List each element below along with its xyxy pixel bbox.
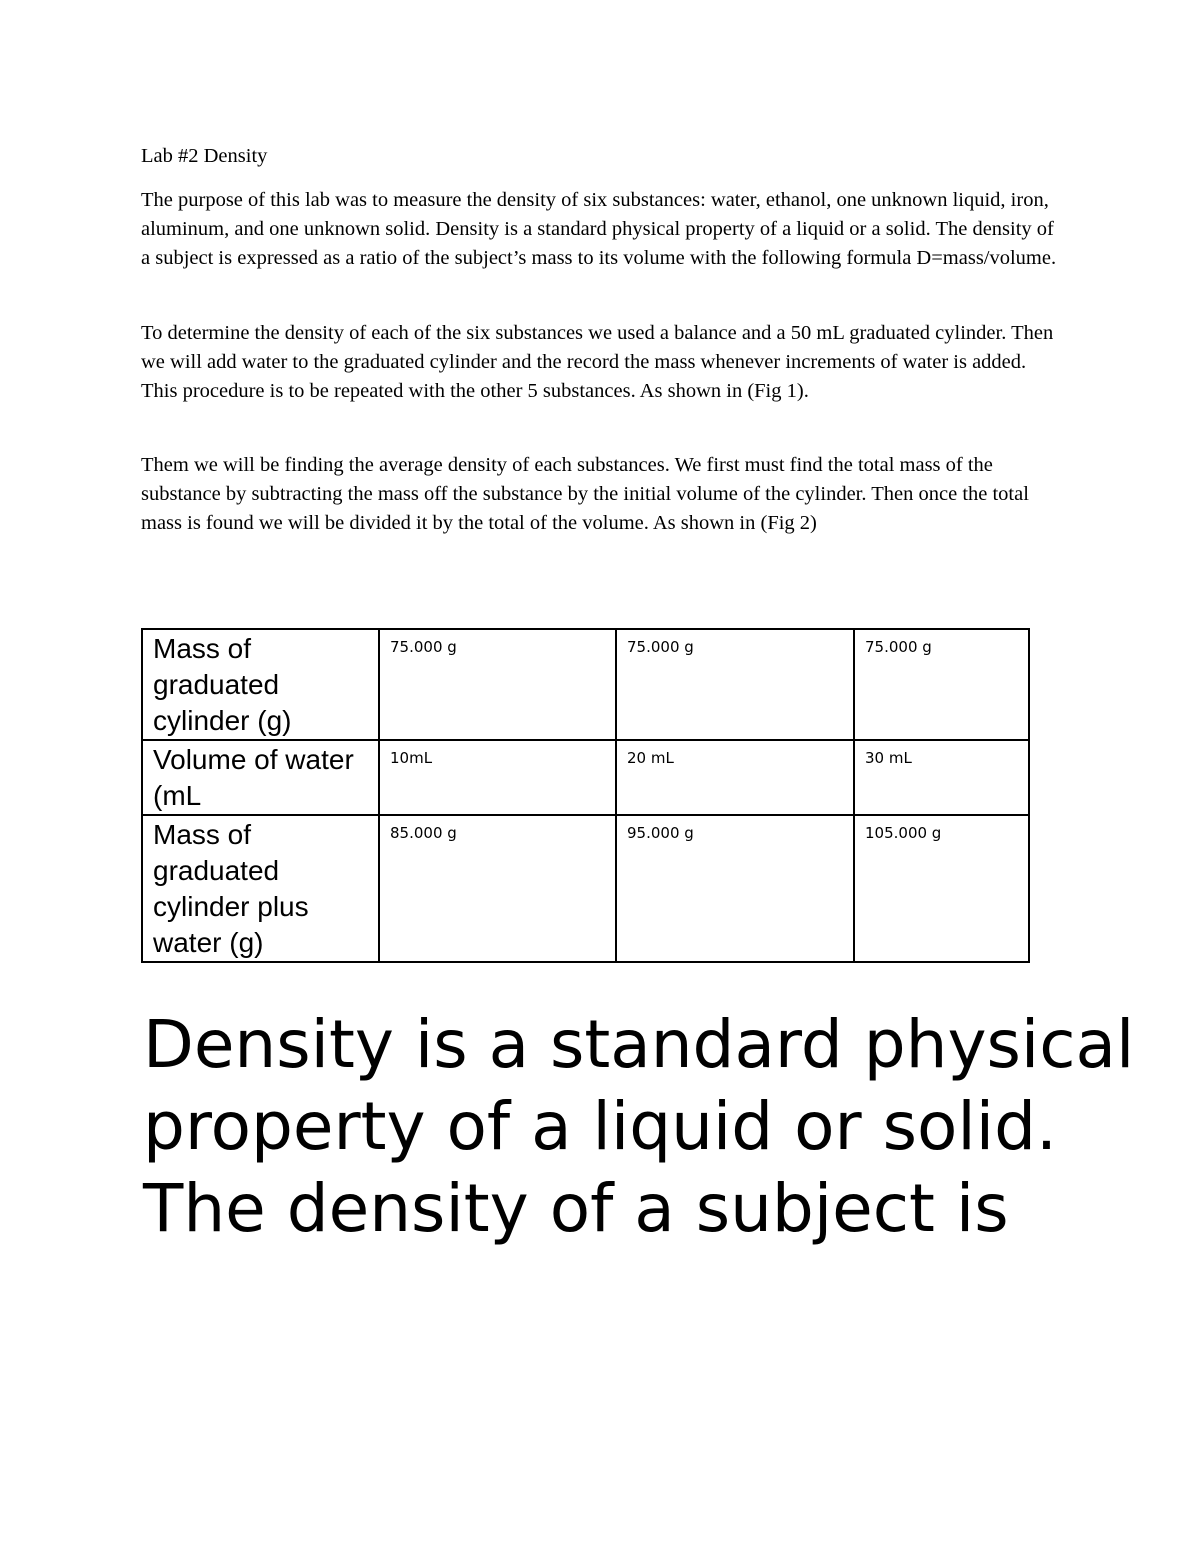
row-label-water-volume: Volume of water (mL (142, 740, 379, 815)
paragraph-purpose: The purpose of this lab was to measure the density of six substances: water, ethanol, one unknown liquid, iron, aluminum, and one unknown solid. Density is a standard physical property of a liquid or a solid. The density of a subject is expressed as a ratio of the subject’s mass to its volume with the following formula D=mass/volume. (141, 189, 1057, 270)
table-cell: 85.000 g (379, 815, 616, 962)
table-cell: 30 mL (854, 740, 1029, 815)
row-label-cylinder-plus-water-mass: Mass of graduated cylinder plus water (g) (142, 815, 379, 962)
table-cell: 75.000 g (379, 629, 616, 740)
table-cell: 20 mL (616, 740, 854, 815)
table-cell: 75.000 g (616, 629, 854, 740)
table-row (142, 815, 1029, 962)
large-density-text: Density is a standard physical property of a liquid or solid. The density of a subject is (143, 1006, 1135, 1247)
table-row (142, 629, 1029, 740)
table-row (142, 740, 1029, 815)
measurement-table (141, 628, 1030, 963)
table-cell: 95.000 g (616, 815, 854, 962)
table-cell: 105.000 g (854, 815, 1029, 962)
paragraph-average-density: Them we will be finding the average density of each substances. We first must find the total mass of the substance by subtracting the mass off the substance by the initial volume of the cylinder. Then once the total mass is found we will be divided it by the total of the volume. As shown in (Fig 2) (141, 454, 1029, 535)
paragraph-procedure: To determine the density of each of the six substances we used a balance and a 50 mL graduated cylinder. Then we will add water to the graduated cylinder and the record the mass whenever increments of water is added. This procedure is to be repeated with the other 5 substances. As shown in (Fig 1). (141, 322, 1054, 403)
row-label-cylinder-mass: Mass of graduated cylinder (g) (142, 629, 379, 740)
table-cell: 75.000 g (854, 629, 1029, 740)
table-cell: 10mL (379, 740, 616, 815)
document-title: Lab #2 Density (141, 145, 268, 167)
